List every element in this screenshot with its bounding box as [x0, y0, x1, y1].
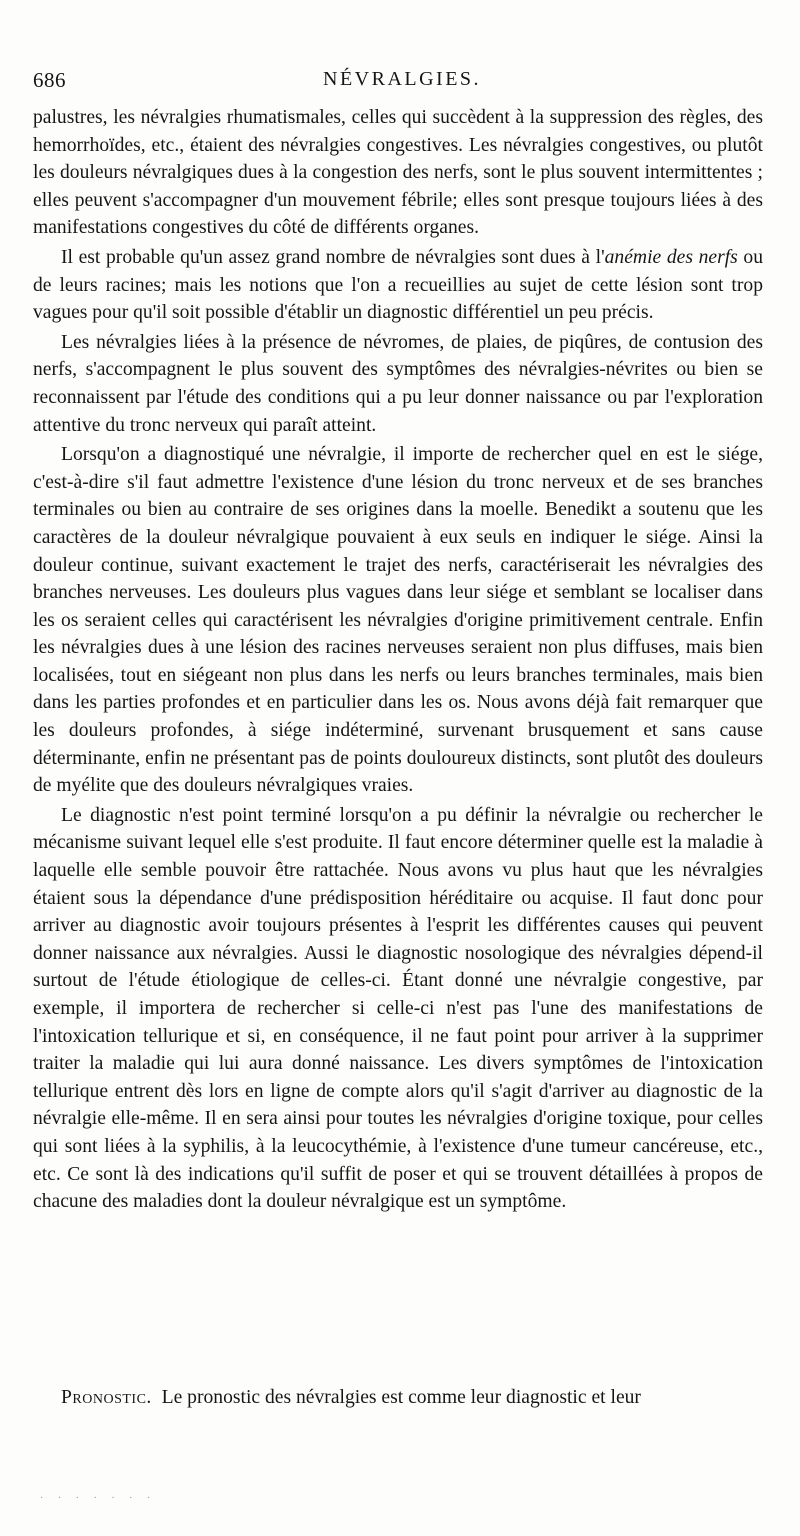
paragraph-text: ou de leurs racines; mais les notions que l'on a recueillies au sujet de cette lésion sont trop vagues pour qu'il soit possible d'établir un diagnostic différentiel un peu précis.	[33, 246, 764, 324]
paragraph-siege: Lorsqu'on a diagnostiqué une névralgie, il importe de rechercher quel en est le siége, c'est-à-dire s'il faut admettre l'existence d'une lésion du tronc nerveux et de ses branches terminales ou bien au contraire de ses origines dans la moelle. Benedikt a soutenu que les caractères de la douleur névralgique pouvaient à eux seuls en indiquer le siége. Ainsi la douleur continue, suivant exactement le trajet des nerfs, caractériserait les névralgies des branches nerveuses. Les douleurs plus vagues dans leur siége et semblant se localiser dans les os seraient celles qui caractérisent les névralgies d'origine primitivement centrale. Enfin les névralgies dues à une lésion des racines nerveuses seraient non plus diffuses, mais bien localisées, tout en siégeant non plus dans les nerfs ou leurs branches terminales, mais bien dans les parties profondes et en particulier dans les os. Nous avons déjà fait remarquer que les douleurs profondes, à siége indéterminé, survenant brusquement et sans cause déterminante, enfin ne présentant pas de points douloureux distincts, sont plutôt des douleurs de myélite que des douleurs névralgiques vraies.	[33, 444, 763, 797]
section-heading: Pronostic.	[61, 1387, 152, 1408]
body-text	[33, 104, 763, 1218]
scan-artifact-dots: · · · · · · ·	[40, 1493, 157, 1504]
pronostic-paragraph	[33, 1384, 763, 1412]
pronostic-section	[33, 1384, 763, 1414]
italic-term: anémie des nerfs	[604, 246, 738, 268]
paragraph-nevromes: Les névralgies liées à la présence de névromes, de plaies, de piqûres, de contusion des nerfs, s'accompagnent le plus souvent des symptômes des névralgies-névrites ou bien se reconnaissent par l'étude des conditions qui a pu leur donner naissance ou par l'exploration attentive du tronc nerveux qui paraît atteint.	[33, 331, 763, 436]
paragraph-text: Le pronostic des névralgies est comme leur diagnostic et leur	[161, 1387, 641, 1408]
paragraph-continuation: palustres, les névralgies rhumatismales, celles qui succèdent à la suppression des règles, des hemorrhoïdes, etc., étaient des névralgies congestives. Les névralgies congestives, ou plutôt les douleurs névralgiques dues à la congestion des nerfs, sont le plus souvent intermittentes ; elles peuvent s'accompagner d'un mouvement fébrile; elles sont presque toujours liées à des manifestations congestives du côté de différents organes.	[33, 107, 763, 239]
page-header	[33, 68, 763, 98]
paragraph-diagnostic: Le diagnostic n'est point terminé lorsqu'on a pu définir la névralgie ou rechercher le mécanisme suivant lequel elle s'est produite. Il faut encore déterminer quelle est la maladie à laquelle elle semble pouvoir être rattachée. Nous avons vu plus haut que les névralgies étaient sous la dépendance d'une prédisposition héréditaire ou acquise. Il faut donc pour arriver au diagnostic avoir toujours présentes à l'esprit les différentes causes qui peuvent donner naissance aux névralgies. Aussi le diagnostic nosologique des névralgies dépend-il surtout de l'étude étiologique de celles-ci. Étant donné une névralgie congestive, par exemple, il importera de rechercher si celle-ci n'est pas l'une des manifestations de l'intoxication tellurique et si, en conséquence, il ne faut point pour arriver à la supprimer traiter la maladie qui lui aura donné naissance. Les divers symptômes de l'intoxication tellurique entrent dès lors en ligne de compte alors qu'il s'agit d'arriver au diagnostic de la névralgie elle-même. Il en sera ainsi pour toutes les névralgies d'origine toxique, pour celles qui sont liées à la syphilis, à la leucocythémie, à l'existence d'une tumeur cancéreuse, etc., etc. Ce sont là des indications qu'il suffit de poser et qui se trouvent détaillées à propos de chacune des maladies dont la douleur névralgique est un symptôme.	[33, 804, 763, 1213]
paragraph-text: Il est probable qu'un assez grand nombre de névralgies sont dues à l'	[61, 246, 605, 268]
paragraph-anemie-des-nerfs	[33, 244, 763, 327]
page-number: 686	[33, 68, 66, 92]
running-head: NÉVRALGIES.	[323, 68, 482, 90]
